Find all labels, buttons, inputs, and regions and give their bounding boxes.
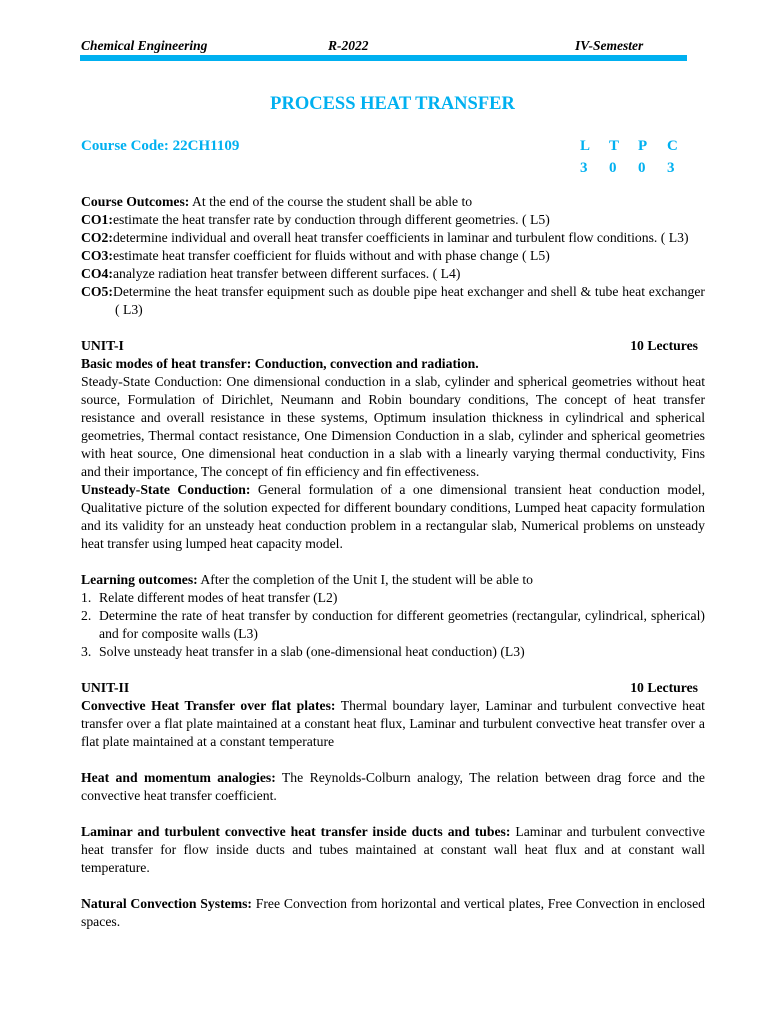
page-title: PROCESS HEAT TRANSFER: [270, 94, 515, 114]
ltpc-values: [580, 160, 696, 177]
list-item: [81, 607, 705, 643]
list-number: 2.: [81, 608, 92, 623]
unit1-unsteady-state: [81, 481, 705, 553]
list-text: Determine the rate of heat transfer by conduction for different geometries (rectangular, cylindrical, spherical) and for composite walls (L3): [99, 608, 705, 641]
co-label: CO1:: [81, 212, 113, 227]
section-label: Convective Heat Transfer over flat plates:: [81, 698, 336, 713]
ltpc-label-l: L: [580, 138, 591, 154]
list-item: [81, 643, 705, 661]
list-text: Solve unsteady heat transfer in a slab (one-dimensional heat conduction) (L3): [99, 644, 525, 659]
course-code: Course Code: 22CH1109: [81, 138, 240, 154]
unit1-steady-state: Steady-State Conduction: One dimensional conduction in a slab, cylinder and spherical geometries without heat source, Formulation of Dirichlet, Neumann and Robin boundary conditions, The concept of heat transfer resistance and overall resistance in these systems, Optimum insulation thickness in cylindrical and spherical geometries, Thermal contact resistance, One Dimension Conduction in a slab, cylinder and spherical geometries with heat source, One dimensional heat conduction in a slab with a linearly varying thermal conductivity, Fins and their importance, The concept of fin efficiency and fin effectiveness.: [81, 374, 705, 479]
course-outcome-item: [81, 211, 705, 229]
list-number: 3.: [81, 644, 92, 659]
unit2-section: [81, 823, 705, 877]
co-text: determine individual and overall heat transfer coefficients in laminar and turbulent flow conditions. ( L3): [112, 230, 689, 245]
header-regulation: R-2022: [328, 38, 369, 53]
co-text: estimate the heat transfer rate by conduction through different geometries. ( L5): [112, 212, 550, 227]
unit1-learning-outcomes: [81, 571, 705, 589]
header-rule: [80, 55, 687, 61]
unit2-section: [81, 895, 705, 931]
course-outcome-item: [81, 283, 705, 319]
course-outcomes-label: Course Outcomes:: [81, 194, 190, 209]
section-label: Laminar and turbulent convective heat transfer inside ducts and tubes:: [81, 824, 511, 839]
ltpc-value-p: 0: [638, 160, 646, 176]
unit2-lectures: 10 Lectures: [630, 680, 698, 695]
header-department: Chemical Engineering: [81, 38, 208, 53]
ltpc-labels: [580, 138, 696, 155]
document-body: [81, 193, 705, 931]
co-label: CO3:: [81, 248, 113, 263]
course-outcome-item: [81, 265, 705, 283]
unit1-title: UNIT-I: [81, 338, 124, 353]
unsteady-text: General formulation of a one dimensional transient heat conduction model, Qualitative picture of the solution expected for different boundary conditions, Lumped heat capacity formulation and its validity for an unsteady heat conduction problem in a rectangular slab, Numerical problems on unsteady heat transfer using lumped heat capacity model.: [81, 482, 706, 551]
ltpc-value-t: 0: [609, 160, 617, 176]
course-outcomes-intro: [81, 193, 705, 211]
co-label: CO2:: [81, 230, 113, 245]
ltpc-label-t: T: [609, 138, 620, 154]
section-text: Free Convection from horizontal and vertical plates, Free Convection in enclosed spaces.: [81, 896, 705, 929]
unit2-title: UNIT-II: [81, 680, 130, 695]
learning-outcomes-label: Learning outcomes:: [81, 572, 198, 587]
section-label: Heat and momentum analogies:: [81, 770, 276, 785]
unit2-heading: [81, 679, 705, 697]
unit2-section: [81, 769, 705, 805]
ltpc-label-p: P: [638, 138, 648, 154]
section-label: Natural Convection Systems:: [81, 896, 252, 911]
ltpc-value-l: 3: [580, 160, 588, 176]
unsteady-label: Unsteady-State Conduction:: [81, 482, 251, 497]
co-label: CO5:: [81, 284, 113, 299]
learning-outcomes-text: After the completion of the Unit I, the student will be able to: [197, 572, 533, 587]
co-text: analyze radiation heat transfer between different surfaces. ( L4): [112, 266, 461, 281]
section-text: Thermal boundary layer, Laminar and turbulent convective heat transfer over a flat plate maintained at a constant heat flux, Laminar and turbulent convective heat transfer over a flat plate maintained at a constant temperature: [81, 698, 705, 749]
unit1-subtitle: Basic modes of heat transfer: Conduction, convection and radiation.: [81, 356, 479, 371]
co-text: Determine the heat transfer equipment such as double pipe heat exchanger and shell & tube heat exchanger ( L3): [112, 284, 705, 317]
co-text: estimate heat transfer coefficient for fluids without and with phase change ( L5): [112, 248, 550, 263]
list-text: Relate different modes of heat transfer (L2): [99, 590, 338, 605]
unit2-section: [81, 697, 705, 751]
course-outcome-item: [81, 247, 705, 265]
list-number: 1.: [81, 590, 92, 605]
ltpc-label-c: C: [667, 138, 678, 154]
unit1-lectures: 10 Lectures: [630, 338, 698, 353]
course-outcomes-intro-text: At the end of the course the student shall be able to: [189, 194, 473, 209]
section-text: The Reynolds-Colburn analogy, The relation between drag force and the convective heat transfer coefficient.: [81, 770, 705, 803]
co-label: CO4:: [81, 266, 113, 281]
course-outcome-item: [81, 229, 705, 247]
list-item: [81, 589, 705, 607]
ltpc-value-c: 3: [667, 160, 675, 176]
header-semester: IV-Semester: [575, 38, 644, 53]
section-text: Laminar and turbulent convective heat transfer for flow inside ducts and tubes maintained at constant wall heat flux and at constant wall temperature.: [81, 824, 705, 875]
unit1-heading: [81, 337, 705, 355]
